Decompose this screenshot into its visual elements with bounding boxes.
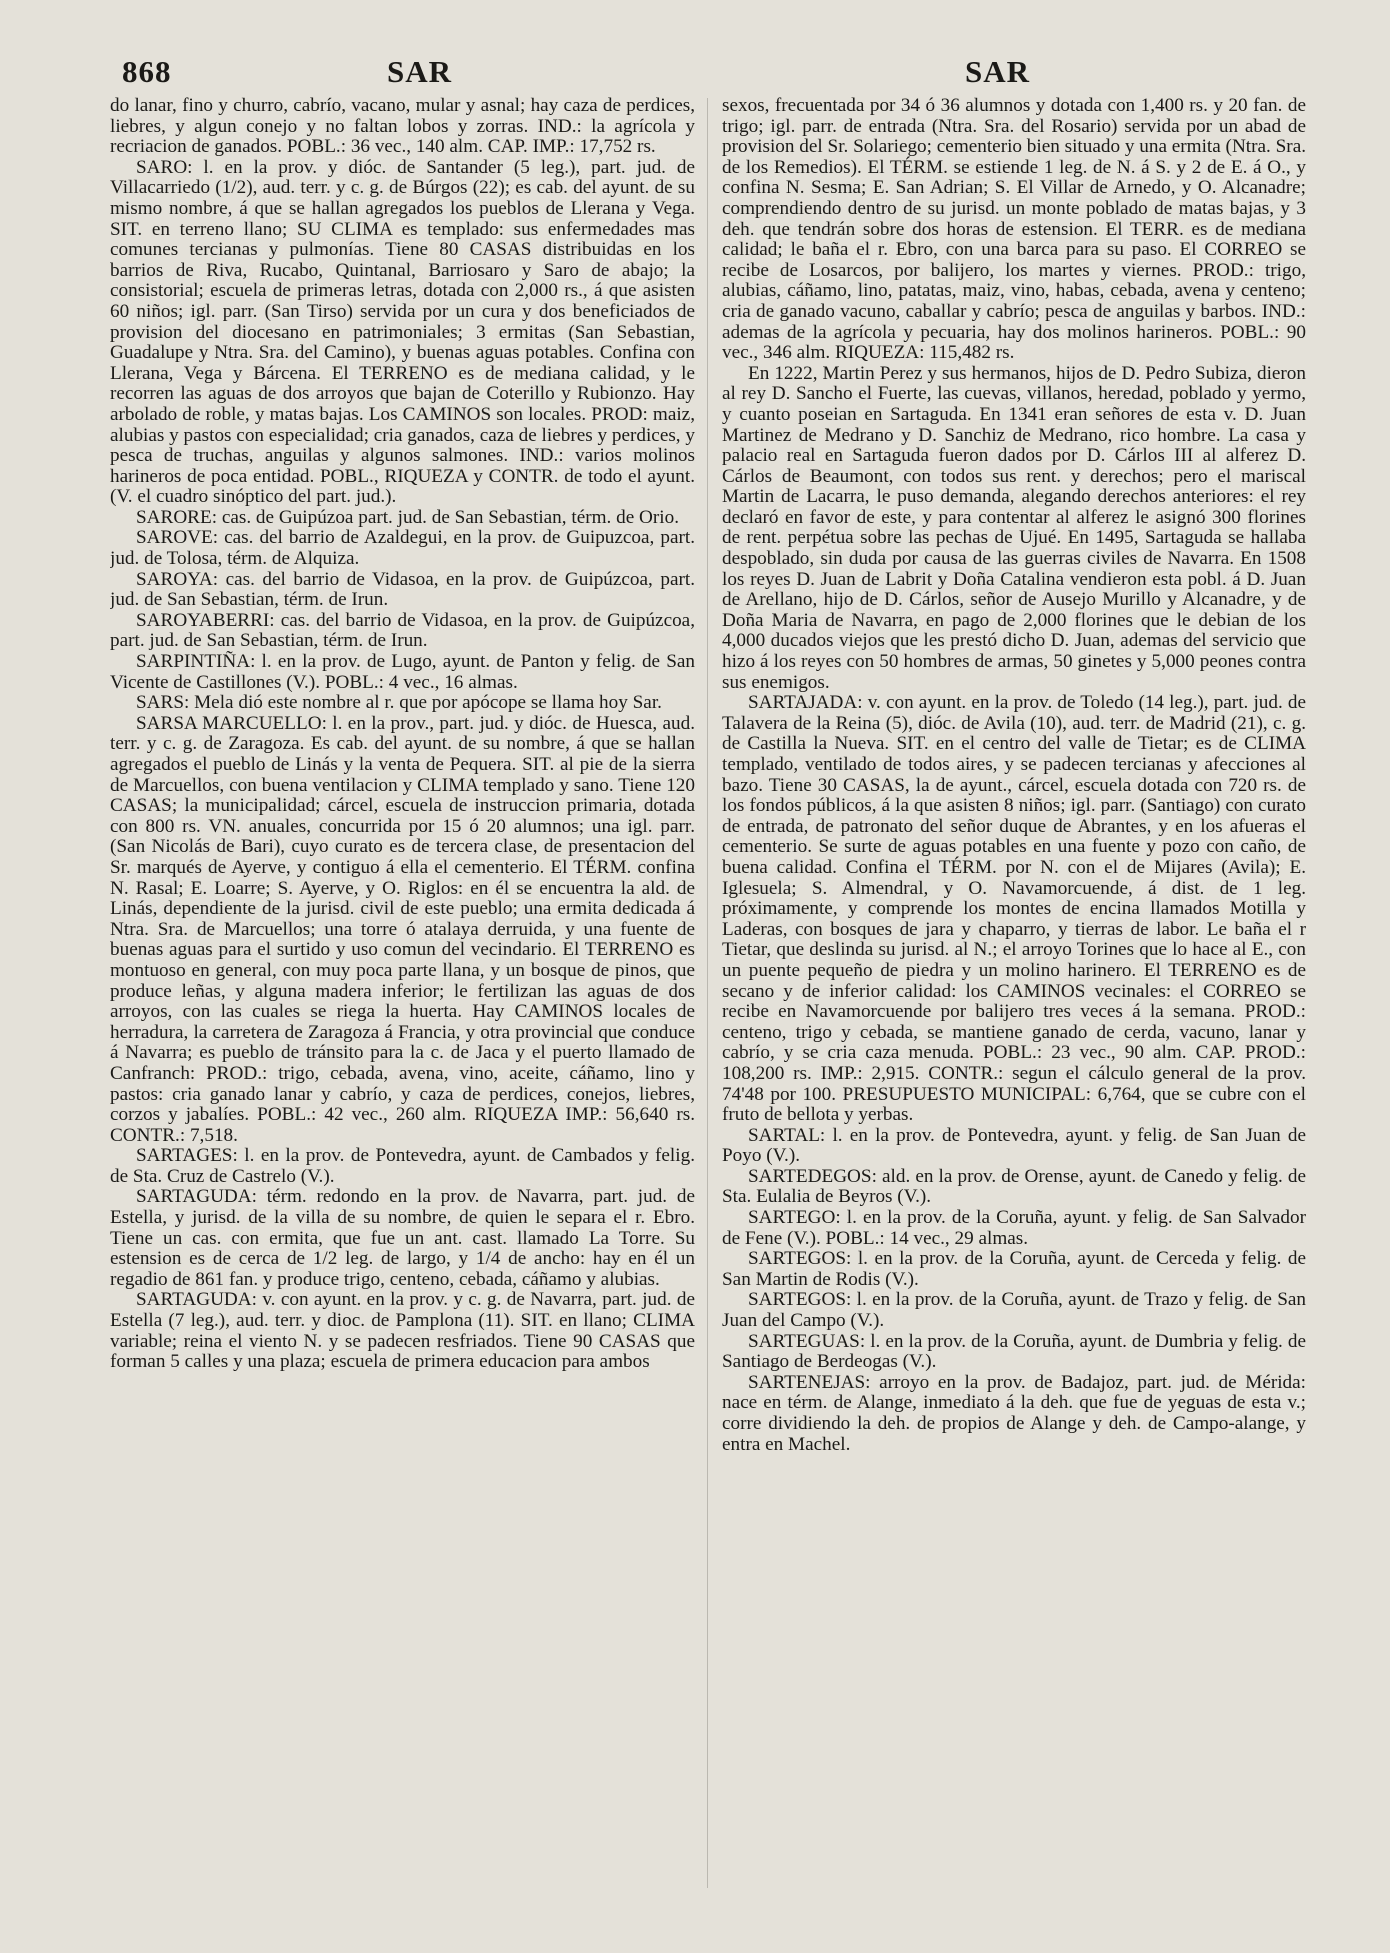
entry-sarpintina: SARPINTIÑA: l. en la prov. de Lugo, ayunt. de Panton y felig. de San Vicente de Castillones (V.). POBL.: 4 vec., 16 almas. [110, 651, 695, 693]
entry-sartal: SARTAL: l. en la prov. de Pontevedra, ayunt. y felig. de San Juan de Poyo (V.). [722, 1124, 1306, 1167]
column-divider [707, 98, 708, 1888]
entry-sarore: SARORE: cas. de Guipúzoa part. jud. de San Sebastian, térm. de Orio. [136, 506, 680, 528]
entry-sartaguda-term: SARTAGUDA: térm. redondo en la prov. de Navarra, part. jud. de Estella, y jurisd. de la villa de su nombre, de quien le separa el r. Ebro. Tiene un cas. con ermita, que fue un ant. cast. llamado La Torre. Su estension es de cerca de 1/2 leg. de largo, y 1/4 de ancho: hay en él un regadio de 861 fan. y produce trigo, centeno, cebada, cáñamo y alubias. [110, 1186, 695, 1290]
page-number: 868 [122, 54, 172, 89]
running-head-left: SAR [387, 54, 453, 89]
entry-saro: SARO: l. en la prov. y dióc. de Santander (5 leg.), part. jud. de Villacarriedo (1/2), aud. terr. y c. g. de Búrgos (22); es cab. del ayunt. de su mismo nombre, á que se hallan agregados los pueblos de Llerana y Vega. SIT. en terreno llano; SU CLIMA es templado: sus enfermedades mas comunes tercianas y pulmonías. Tiene 80 CASAS distribuidas en los barrios de Riva, Rucabo, Quintanal, Barriosaro y Saro de abajo; la consistorial; escuela de primeras letras, dotada con 2,000 rs., á que asisten 60 niños; igl. parr. (San Tirso) servida por un cura y dos beneficiados de provision del diocesano en patrimoniales; 3 ermitas (San Sebastian, Guadalupe y Ntra. Sra. del Camino), y buenas aguas potables. Confina con Llerana, Vega y Bárcena. El TERRENO es de mediana calidad, y le recorren las aguas de dos arroyos que bajan de Coterillo y Rubionzo. Hay arbolado de roble, y matas bajas. Los CAMINOS son locales. PROD: maiz, alubias y pastos con especialidad; cria ganados, caza de liebres y perdices, y pesca de truchas, anguilas y algunos salmones. IND.: varios molinos harineros de poca entidad. POBL., RIQUEZA y CONTR. de todo el ayunt. (V. el cuadro sinóptico del part. jud.). [110, 156, 695, 508]
entry-saroyaberri: SAROYABERRI: cas. del barrio de Vidasoa, en la prov. de Guipúzcoa, part. jud. de San Sebastian, térm. de Irun. [110, 609, 695, 652]
entry-sartegos-trazo: SARTEGOS: l. en la prov. de la Coruña, ayunt. de Trazo y felig. de San Juan del Campo (V.). [722, 1289, 1306, 1332]
entry-sartegos-cerceda: SARTEGOS: l. en la prov. de la Coruña, ayunt. de Cerceda y felig. de San Martin de Rodis (V.). [722, 1248, 1306, 1290]
entry-saroya: SAROYA: cas. del barrio de Vidasoa, en la prov. de Guipúzcoa, part. jud. de San Sebastian, térm. de Irun. [110, 568, 695, 611]
right-column [722, 96, 1306, 1896]
entry-sartenejas: SARTENEJAS: arroyo en la prov. de Badajoz, part. jud. de Mérida: nace en térm. de Alange, inmediato á la deh. que fue de yeguas de esta v.; corre dividiendo la deh. de propios de Alange y deh. de Campo-alange, y entra en Machel. [722, 1371, 1306, 1455]
entry-sartajada: SARTAJADA: v. con ayunt. en la prov. de Toledo (14 leg.), part. jud. de Talavera de la Reina (5), dióc. de Avila (10), aud. terr. de Madrid (21), c. g. de Castilla la Nueva. SIT. en el centro del valle de Tietar; es de CLIMA templado, ventilado de todos aires, y se padecen tercianas y afecciones al bazo. Tiene 30 CASAS, la de ayunt., cárcel, escuela dotada con 720 rs. de los fondos públicos, á la que asisten 8 niños; igl. parr. (Santiago) con curato de entrada, de patronato del señor duque de Abrantes, y en los afueras el cementerio. Se surte de aguas potables en una fuente y pozo con caño, de buena calidad. Confina el TÉRM. por N. con el de Mijares (Avila); E. Iglesuela; S. Almendral, y O. Navamorcuende, á dist. de 1 leg. próximamente, y comprende los montes de encina llamados Motilla y Laderas, con bosques de jara y chaparro, y tierras de labor. Le baña el r Tietar, que deslinda su jurisd. al N.; el arroyo Torines que lo hace al E., con un puente pequeño de piedra y un molino harinero. El TERRENO es de secano y de inferior calidad: los CAMINOS vecinales: el CORREO se recibe en Navamorcuende por balijero tres veces á la semana. PROD.: centeno, trigo y cebada, se mantiene ganado de cerda, vacuno, lanar y cabrío, y se cria caza menuda. POBL.: 23 vec., 90 alm. CAP. PROD.: 108,200 rs. IMP.: 2,915. CONTR.: segun el cálculo general de la prov. 74'48 por 100. PRESUPUESTO MUNICIPAL: 6,764, que se cubre con el fruto de bellota y yerbas. [722, 692, 1306, 1126]
entry-sartages: SARTAGES: l. en la prov. de Pontevedra, ayunt. de Cambados y felig. de Sta. Cruz de Castrelo (V.). [110, 1145, 695, 1187]
running-head-right: SAR [965, 54, 1031, 89]
entry-sartego: SARTEGO: l. en la prov. de la Coruña, ayunt. y felig. de San Salvador de Fene (V.). POBL.: 14 vec., 29 almas. [722, 1207, 1306, 1249]
entry-sarove: SAROVE: cas. del barrio de Azaldegui, en la prov. de Guipuzcoa, part. jud. de Tolosa, térm. de Alquiza. [110, 527, 695, 570]
entry-sarsa-marcuello: SARSA MARCUELLO: l. en la prov., part. jud. y dióc. de Huesca, aud. terr. y c. g. de Zaragoza. Es cab. del ayunt. de su nombre, á que se hallan agregados el pueblo de Linás y la venta de Pequera. SIT. al pie de la sierra de Marcuellos, con buena ventilacion y CLIMA templado y sano. Tiene 120 CASAS; la municipalidad; cárcel, escuela de instruccion primaria, dotada con 800 rs. VN. anuales, concurrida por 15 ó 20 alumnos; una igl. parr. (San Nicolás de Bari), cuyo curato es de tercera clase, de presentacion del Sr. marqués de Ayerve, y contiguo á ella el cementerio. El TÉRM. confina N. Rasal; E. Loarre; S. Ayerve, y O. Riglos: en él se encuentra la ald. de Linás, dependiente de la jurisd. civil de este pueblo; una ermita dedicada á Ntra. Sra. de Marcuellos; una torre ó atalaya derruida, y una fuente de buenas aguas para el surtido y uso comun del vecindario. El TERRENO es montuoso en general, con muy poca parte llana, y un bosque de pinos, que produce leñas, y alguna madera inferior; le fertilizan las aguas de dos arroyos, con las cuales se riega la huerta. Hay CAMINOS locales de herradura, la carretera de Zaragoza á Francia, y otra provincial que conduce á Navarra; es pueblo de tránsito para la c. de Jaca y el puerto llamado de Canfranch: PROD.: trigo, cebada, avena, vino, aceite, cáñamo, lino y pastos: cria ganado lanar y cabrío, y caza de perdices, conejos, liebres, corzos y jabalíes. POBL.: 42 vec., 260 alm. RIQUEZA IMP.: 56,640 rs. CONTR.: 7,518. [110, 712, 695, 1146]
entry-sars: SARS: Mela dió este nombre al r. que por apócope se llama hoy Sar. [136, 692, 662, 714]
entry-continuation: sexos, frecuentada por 34 ó 36 alumnos y dotada con 1,400 rs. y 20 fan. de trigo; igl. parr. de entrada (Ntra. Sra. del Rosario) servida por un abad de provision del Sr. Solariego; cementerio bien situado y una ermita (Ntra. Sra. de los Remedios). El TÉRM. se estiende 1 leg. de N. á S. y 2 de E. á O., y confina N. Sesma; E. San Adrian; S. El Villar de Arnedo, y O. Alcanadre; comprendiendo dentro de su jurisd. un monte poblado de matas bajas, y 3 deh. que tendrán sobre dos horas de estension. El TERR. es de mediana calidad; le baña el r. Ebro, con una barca para su paso. El CORREO se recibe de Losarcos, por balijero, los martes y viernes. PROD.: trigo, alubias, cáñamo, lino, patatas, maiz, vino, habas, cebada, avena y centeno; cria de ganado vacuno, caballar y cabrío; pesca de anguilas y barbos. IND.: ademas de la agrícola y pecuaria, hay dos molinos harineros. POBL.: 90 vec., 346 alm. RIQUEZA: 115,482 rs. [722, 96, 1306, 364]
entry-sartedegos: SARTEDEGOS: ald. en la prov. de Orense, ayunt. de Canedo y felig. de Sta. Eulalia de Beyros (V.). [722, 1165, 1306, 1208]
entry-sartaguda-villa: SARTAGUDA: v. con ayunt. en la prov. y c. g. de Navarra, part. jud. de Estella (7 leg.), aud. terr. y dioc. de Pamplona (11). SIT. en llano; CLIMA variable; reina el viento N. y se padecen resfriados. Tiene 90 CASAS que forman 5 calles y una plaza; escuela de primera educacion para ambos [110, 1289, 695, 1373]
entry-continuation: do lanar, fino y churro, cabrío, vacano, mular y asnal; hay caza de perdices, liebres, y algun conejo y no faltan lobos y zorras. IND.: la agrícola y recriacion de ganados. POBL.: 36 vec., 140 alm. CAP. IMP.: 17,752 rs. [110, 96, 695, 158]
left-column [110, 96, 695, 1896]
entry-history: En 1222, Martin Perez y sus hermanos, hijos de D. Pedro Subiza, dieron al rey D. Sancho el Fuerte, las cuevas, villanos, heredad, poblado y yermo, y cuanto poseian en Sartaguda. En 1341 eran señores de esta v. D. Juan Martinez de Medrano y D. Sanchiz de Medrano, rico hombre. La casa y palacio real en Sartaguda fueron dados por D. Cárlos III al alferez D. Cárlos de Beaumont, con todos sus rent. y derechos; pero el mariscal Martin de Lacarra, le puso demanda, alegando derechos anteriores: el rey declaró en favor de este, y para contentar al alferez le asignó 300 florines de rent. perpétua sobre las pechas de Ujué. En 1495, Sartaguda se hallaba despoblado, sin duda por causa de las guerras civiles de Navarra. En 1508 los reyes D. Juan de Labrit y Doña Catalina vendieron esta pobl. á D. Juan de Arellano, hijo de D. Cárlos, señor de Ausejo Murillo y Alcanadre, y de Doña Maria de Navarra, en pago de 2,000 florines que le debian de los 4,000 ducados viejos que les prestó dicho D. Juan, ademas del servicio que hizo á los reyes con 50 hombres de armas, 50 ginetes y 5,000 peones contra sus enemigos. [722, 362, 1306, 693]
entry-sarteguas: SARTEGUAS: l. en la prov. de la Coruña, ayunt. de Dumbria y felig. de Santiago de Berdeogas (V.). [722, 1330, 1306, 1373]
